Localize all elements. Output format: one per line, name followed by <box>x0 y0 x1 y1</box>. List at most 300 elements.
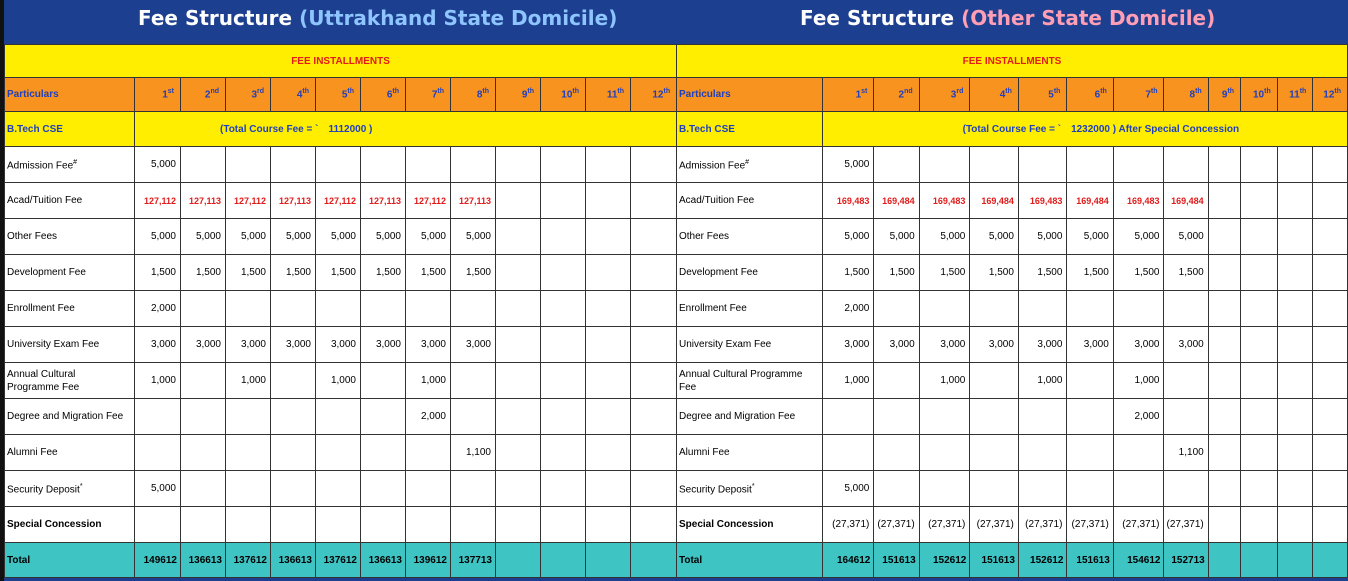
fee-value-cell <box>496 255 541 291</box>
fee-value-cell <box>919 435 970 471</box>
fee-value-cell <box>586 147 631 183</box>
fee-row <box>5 291 677 327</box>
fee-value-cell <box>406 471 451 507</box>
fee-value-cell <box>541 255 586 291</box>
fee-value-cell: 2,000 <box>135 291 181 327</box>
fee-row-label <box>677 399 823 435</box>
fee-value-cell <box>181 399 226 435</box>
fee-value-cell: 3,000 <box>135 327 181 363</box>
course-name: B.Tech CSE <box>677 112 823 147</box>
fee-value-cell: 3,000 <box>1113 327 1164 363</box>
fee-value-cell <box>1241 147 1278 183</box>
fee-value-cell: 5,000 <box>1018 219 1067 255</box>
fee-label-text: Annual Cultural Programme Fee <box>679 368 803 393</box>
fee-value-cell: 1,000 <box>919 363 970 399</box>
fee-value-cell <box>181 507 226 543</box>
installment-number: 12 <box>1323 89 1335 101</box>
fee-value-cell: 1,500 <box>271 255 316 291</box>
fee-label-text: Annual Cultural Programme Fee <box>7 368 80 393</box>
installments-title-row <box>5 45 677 78</box>
fee-value-cell <box>451 363 496 399</box>
fee-row <box>5 399 677 435</box>
fee-value-cell <box>586 471 631 507</box>
fee-value-cell <box>181 435 226 471</box>
installment-number: 2 <box>898 89 905 101</box>
particulars-header: Particulars <box>677 78 823 112</box>
fee-value-cell <box>496 147 541 183</box>
fee-value-cell: 1,000 <box>1113 363 1164 399</box>
fee-value-cell <box>496 363 541 399</box>
fee-value-cell <box>1067 399 1113 435</box>
total-value-cell: 137612 <box>316 543 361 578</box>
fee-value-cell: 3,000 <box>1067 327 1113 363</box>
left-fee-table <box>4 44 677 578</box>
course-name: B.Tech CSE <box>5 112 135 147</box>
fee-value-cell <box>541 363 586 399</box>
fee-value-cell: 1,100 <box>451 435 496 471</box>
installment-header-9 <box>1208 78 1240 112</box>
fee-value-cell: 5,000 <box>135 147 181 183</box>
total-row <box>677 543 1348 578</box>
fee-row <box>5 471 677 507</box>
fee-value-cell <box>406 291 451 327</box>
total-value-cell <box>1208 543 1240 578</box>
fee-row-label <box>5 399 135 435</box>
total-value-cell: 152612 <box>1018 543 1067 578</box>
fee-label-text: Development Fee <box>679 267 758 278</box>
fee-value-cell <box>271 147 316 183</box>
fee-label-text: University Exam Fee <box>679 339 772 350</box>
installment-number: 11 <box>1289 89 1300 101</box>
fee-value-cell <box>316 435 361 471</box>
fee-value-cell: 169,484 <box>1067 183 1113 219</box>
total-value-cell: 154612 <box>1113 543 1164 578</box>
fee-value-cell: (27,371) <box>1113 507 1164 543</box>
fee-value-cell: 5,000 <box>1164 219 1208 255</box>
fee-value-cell <box>586 507 631 543</box>
fee-value-cell <box>271 399 316 435</box>
fee-value-cell <box>970 291 1019 327</box>
course-row <box>677 112 1348 147</box>
fee-row-label <box>5 327 135 363</box>
fee-value-cell: 5,000 <box>135 471 181 507</box>
total-value-cell: 139612 <box>406 543 451 578</box>
fee-value-cell: 5,000 <box>1067 219 1113 255</box>
fee-value-cell <box>1277 219 1313 255</box>
installment-header-1 <box>822 78 874 112</box>
fee-row-label <box>5 507 135 543</box>
fee-value-cell: 1,000 <box>316 363 361 399</box>
fee-value-cell <box>181 147 226 183</box>
installment-number: 4 <box>999 89 1006 101</box>
fee-value-cell <box>1208 435 1240 471</box>
fee-value-cell <box>970 147 1019 183</box>
fee-value-cell: 1,000 <box>1018 363 1067 399</box>
course-row <box>5 112 677 147</box>
fee-value-cell <box>496 327 541 363</box>
fee-value-cell <box>1277 435 1313 471</box>
installment-suffix: th <box>1334 88 1341 96</box>
fee-value-cell <box>919 291 970 327</box>
fee-value-cell: (27,371) <box>970 507 1019 543</box>
fee-value-cell <box>451 507 496 543</box>
fee-value-cell <box>586 255 631 291</box>
installment-number: 5 <box>341 89 348 101</box>
fee-value-cell <box>1164 471 1208 507</box>
right-heading-main: Fee Structure <box>800 6 955 30</box>
fee-value-cell <box>361 507 406 543</box>
fee-value-cell: 5,000 <box>1113 219 1164 255</box>
course-total-prefix: (Total Course Fee = ` <box>220 123 319 135</box>
right-heading-accent: (Other State Domicile) <box>961 6 1216 30</box>
fee-value-cell <box>181 363 226 399</box>
column-header-row <box>5 78 677 112</box>
installment-number: 6 <box>386 89 393 101</box>
fee-value-cell <box>631 255 677 291</box>
particulars-header: Particulars <box>5 78 135 112</box>
fee-value-cell <box>631 183 677 219</box>
fee-value-cell: 5,000 <box>135 219 181 255</box>
installment-number: 1 <box>162 89 168 101</box>
fee-value-cell: 1,500 <box>1164 255 1208 291</box>
fee-value-cell: 3,000 <box>316 327 361 363</box>
installment-header-12 <box>1313 78 1348 112</box>
fee-row-label <box>5 363 135 399</box>
fee-value-cell <box>226 471 271 507</box>
fee-row <box>677 399 1348 435</box>
fee-value-cell <box>1313 291 1348 327</box>
fee-row <box>677 255 1348 291</box>
fee-value-cell: 3,000 <box>451 327 496 363</box>
fee-value-cell: 1,500 <box>919 255 970 291</box>
fee-value-cell <box>361 147 406 183</box>
installment-number: 9 <box>521 89 528 101</box>
fee-value-cell <box>361 435 406 471</box>
installment-suffix: th <box>663 88 671 96</box>
installment-suffix: th <box>1195 88 1202 96</box>
fee-value-cell <box>496 183 541 219</box>
fee-value-cell: 1,500 <box>1067 255 1113 291</box>
fee-row-label <box>677 219 823 255</box>
installment-header-6 <box>361 78 406 112</box>
fee-value-cell <box>1067 435 1113 471</box>
total-value-cell: 137612 <box>226 543 271 578</box>
fee-value-cell <box>631 507 677 543</box>
installment-suffix: th <box>302 88 309 96</box>
fee-value-cell <box>822 435 874 471</box>
fee-value-cell: (27,371) <box>1164 507 1208 543</box>
fee-value-cell <box>1313 183 1348 219</box>
fee-value-cell: 1,000 <box>226 363 271 399</box>
fee-value-cell <box>316 471 361 507</box>
fee-value-cell <box>1313 255 1348 291</box>
fee-value-cell: 169,483 <box>919 183 970 219</box>
fee-value-cell <box>1241 219 1278 255</box>
fee-label-text: Alumni Fee <box>679 447 730 458</box>
total-value-cell <box>1241 543 1278 578</box>
fee-label-text: Development Fee <box>7 267 86 278</box>
total-value-cell: 151613 <box>1067 543 1113 578</box>
installment-number: 1 <box>855 89 862 101</box>
fee-value-cell <box>1313 219 1348 255</box>
installment-number: 8 <box>476 89 483 101</box>
fee-row-label <box>677 507 823 543</box>
fee-value-cell <box>1313 147 1348 183</box>
fee-value-cell <box>586 435 631 471</box>
fee-value-cell: 1,000 <box>406 363 451 399</box>
installment-number: 10 <box>1252 89 1265 101</box>
fee-value-cell: 5,000 <box>226 219 271 255</box>
fee-row-label <box>677 291 823 327</box>
fee-value-cell <box>496 399 541 435</box>
fee-value-cell <box>226 399 271 435</box>
total-value-cell: 152612 <box>919 543 970 578</box>
installment-number: 3 <box>950 89 957 101</box>
fee-value-cell <box>1208 399 1240 435</box>
installment-number: 3 <box>251 89 257 101</box>
fee-value-cell <box>631 471 677 507</box>
fee-value-cell: 169,483 <box>1113 183 1164 219</box>
fee-value-cell <box>1313 471 1348 507</box>
fee-value-cell <box>361 471 406 507</box>
fee-value-cell: 127,113 <box>361 183 406 219</box>
fee-value-cell <box>1018 291 1067 327</box>
fee-value-cell: 5,000 <box>406 219 451 255</box>
fee-value-cell: (27,371) <box>822 507 874 543</box>
fee-value-cell <box>316 399 361 435</box>
fee-row-label <box>5 291 135 327</box>
fee-row <box>5 147 677 183</box>
fee-value-cell <box>631 327 677 363</box>
fee-value-cell <box>586 291 631 327</box>
fee-label-text: Acad/Tuition Fee <box>7 195 83 206</box>
installment-suffix: th <box>347 88 354 96</box>
fee-value-cell <box>1164 363 1208 399</box>
fee-label-text: Degree and Migration Fee <box>7 411 124 422</box>
fee-value-cell: 169,483 <box>1018 183 1067 219</box>
installment-header-5 <box>1018 78 1067 112</box>
fee-value-cell <box>1018 471 1067 507</box>
fee-value-cell <box>316 291 361 327</box>
fee-value-cell <box>541 147 586 183</box>
fee-value-cell: 1,500 <box>226 255 271 291</box>
fee-value-cell: (27,371) <box>874 507 919 543</box>
fee-value-cell <box>631 147 677 183</box>
fee-row-label <box>5 147 135 183</box>
fee-value-cell <box>406 147 451 183</box>
installments-title: FEE INSTALLMENTS <box>677 45 1348 78</box>
installment-header-5 <box>316 78 361 112</box>
fee-label-text: Alumni Fee <box>7 447 58 458</box>
column-header-row <box>677 78 1348 112</box>
fee-row-label <box>677 255 823 291</box>
fee-value-cell <box>541 327 586 363</box>
fee-value-cell <box>135 435 181 471</box>
fee-value-cell <box>586 399 631 435</box>
fee-value-cell: 169,484 <box>874 183 919 219</box>
fee-value-cell: 5,000 <box>822 147 874 183</box>
fee-value-cell <box>226 435 271 471</box>
fee-row <box>5 327 677 363</box>
total-value-cell <box>541 543 586 578</box>
fee-value-cell <box>226 507 271 543</box>
installment-header-10 <box>541 78 586 112</box>
total-value-cell: 136613 <box>181 543 226 578</box>
fee-row-label <box>5 183 135 219</box>
fee-value-cell <box>1208 291 1240 327</box>
installment-number: 4 <box>296 89 303 101</box>
fee-value-cell <box>1164 291 1208 327</box>
fee-row <box>677 363 1348 399</box>
fee-value-cell <box>1208 363 1240 399</box>
fee-label-mark: * <box>79 483 83 491</box>
fee-row <box>5 219 677 255</box>
total-value-cell <box>1313 543 1348 578</box>
fee-value-cell: 5,000 <box>919 219 970 255</box>
fee-label-text: Special Concession <box>7 519 102 530</box>
fee-value-cell: 3,000 <box>970 327 1019 363</box>
fee-row-label <box>677 471 823 507</box>
course-total-value: 1232000 ) After Special Concession <box>1071 123 1240 135</box>
fee-value-cell <box>1208 219 1240 255</box>
installment-header-11 <box>586 78 631 112</box>
fee-value-cell <box>316 507 361 543</box>
fee-value-cell <box>1113 147 1164 183</box>
installment-suffix: st <box>167 88 174 96</box>
installment-suffix: nd <box>210 88 219 96</box>
fee-label-text: Enrollment Fee <box>7 303 75 314</box>
fee-row <box>677 471 1348 507</box>
fee-value-cell <box>1018 399 1067 435</box>
fee-value-cell: 2,000 <box>822 291 874 327</box>
fee-value-cell <box>874 399 919 435</box>
fee-row <box>5 435 677 471</box>
fee-value-cell <box>1067 291 1113 327</box>
fee-label-text: Other Fees <box>7 231 58 242</box>
fee-row <box>677 147 1348 183</box>
fee-row-label <box>677 183 823 219</box>
fee-value-cell: 127,113 <box>451 183 496 219</box>
installment-number: 12 <box>652 89 664 101</box>
fee-value-cell <box>1313 399 1348 435</box>
fee-value-cell <box>541 435 586 471</box>
fee-value-cell: 169,483 <box>822 183 874 219</box>
fee-label-mark: # <box>73 159 78 167</box>
fee-value-cell <box>631 399 677 435</box>
fee-value-cell: 5,000 <box>271 219 316 255</box>
installment-number: 10 <box>561 89 573 101</box>
fee-value-cell <box>1313 507 1348 543</box>
installment-number: 11 <box>606 89 618 101</box>
fee-label-text: Admission Fee <box>679 160 746 172</box>
fee-value-cell <box>1277 291 1313 327</box>
fee-value-cell <box>631 291 677 327</box>
fee-value-cell <box>541 471 586 507</box>
fee-value-cell <box>541 183 586 219</box>
fee-value-cell <box>496 291 541 327</box>
installment-header-1 <box>135 78 181 112</box>
fee-row-label <box>5 219 135 255</box>
fee-label-text: Other Fees <box>679 231 730 242</box>
installment-header-2 <box>874 78 919 112</box>
fee-label-mark: * <box>751 483 755 491</box>
installment-suffix: th <box>1227 88 1235 96</box>
fee-value-cell <box>451 471 496 507</box>
fee-value-cell <box>496 435 541 471</box>
fee-value-cell <box>1208 147 1240 183</box>
installment-number: 5 <box>1048 89 1054 101</box>
fee-value-cell: 1,500 <box>361 255 406 291</box>
right-heading <box>800 0 1215 44</box>
fee-value-cell <box>1241 327 1278 363</box>
fee-value-cell <box>1277 471 1313 507</box>
fee-value-cell: 5,000 <box>822 471 874 507</box>
fee-value-cell <box>541 507 586 543</box>
fee-value-cell: 3,000 <box>822 327 874 363</box>
installment-header-7 <box>406 78 451 112</box>
fee-value-cell <box>874 363 919 399</box>
fee-value-cell: 1,000 <box>822 363 874 399</box>
installment-suffix: th <box>1264 88 1271 96</box>
fee-value-cell <box>1241 183 1278 219</box>
installments-title-row <box>677 45 1348 78</box>
fee-value-cell <box>1313 363 1348 399</box>
total-value-cell: 152713 <box>1164 543 1208 578</box>
fee-label-text: Degree and Migration Fee <box>679 411 796 422</box>
fee-value-cell: 127,113 <box>271 183 316 219</box>
fee-value-cell: 2,000 <box>406 399 451 435</box>
fee-value-cell <box>586 327 631 363</box>
fee-label-text: University Exam Fee <box>7 339 100 350</box>
fee-row-label <box>677 363 823 399</box>
fee-value-cell <box>1208 471 1240 507</box>
fee-value-cell <box>135 399 181 435</box>
installment-suffix: th <box>1053 88 1061 96</box>
fee-value-cell <box>631 435 677 471</box>
total-value-cell <box>496 543 541 578</box>
fee-value-cell: 1,500 <box>1018 255 1067 291</box>
fee-value-cell <box>496 507 541 543</box>
fee-value-cell: 3,000 <box>181 327 226 363</box>
fee-value-cell: 3,000 <box>1164 327 1208 363</box>
fee-value-cell <box>1067 471 1113 507</box>
fee-value-cell: 3,000 <box>226 327 271 363</box>
fee-value-cell <box>271 435 316 471</box>
total-value-cell: 164612 <box>822 543 874 578</box>
installment-suffix: th <box>572 88 579 96</box>
total-value-cell: 137713 <box>451 543 496 578</box>
fee-value-cell: 1,500 <box>406 255 451 291</box>
fee-value-cell <box>406 507 451 543</box>
installment-suffix: st <box>861 88 868 96</box>
fee-value-cell <box>135 507 181 543</box>
installment-suffix: rd <box>257 88 264 96</box>
fee-row <box>5 363 677 399</box>
fee-label-text: Security Deposit <box>7 484 80 496</box>
fee-row <box>677 219 1348 255</box>
fee-value-cell: 5,000 <box>181 219 226 255</box>
fee-value-cell: (27,371) <box>919 507 970 543</box>
installment-header-3 <box>919 78 970 112</box>
fee-value-cell <box>822 399 874 435</box>
total-value-cell <box>586 543 631 578</box>
fee-value-cell: 3,000 <box>406 327 451 363</box>
installment-header-2 <box>181 78 226 112</box>
fee-value-cell <box>919 147 970 183</box>
fee-value-cell: 5,000 <box>970 219 1019 255</box>
fee-value-cell: 1,500 <box>970 255 1019 291</box>
fee-row <box>677 435 1348 471</box>
